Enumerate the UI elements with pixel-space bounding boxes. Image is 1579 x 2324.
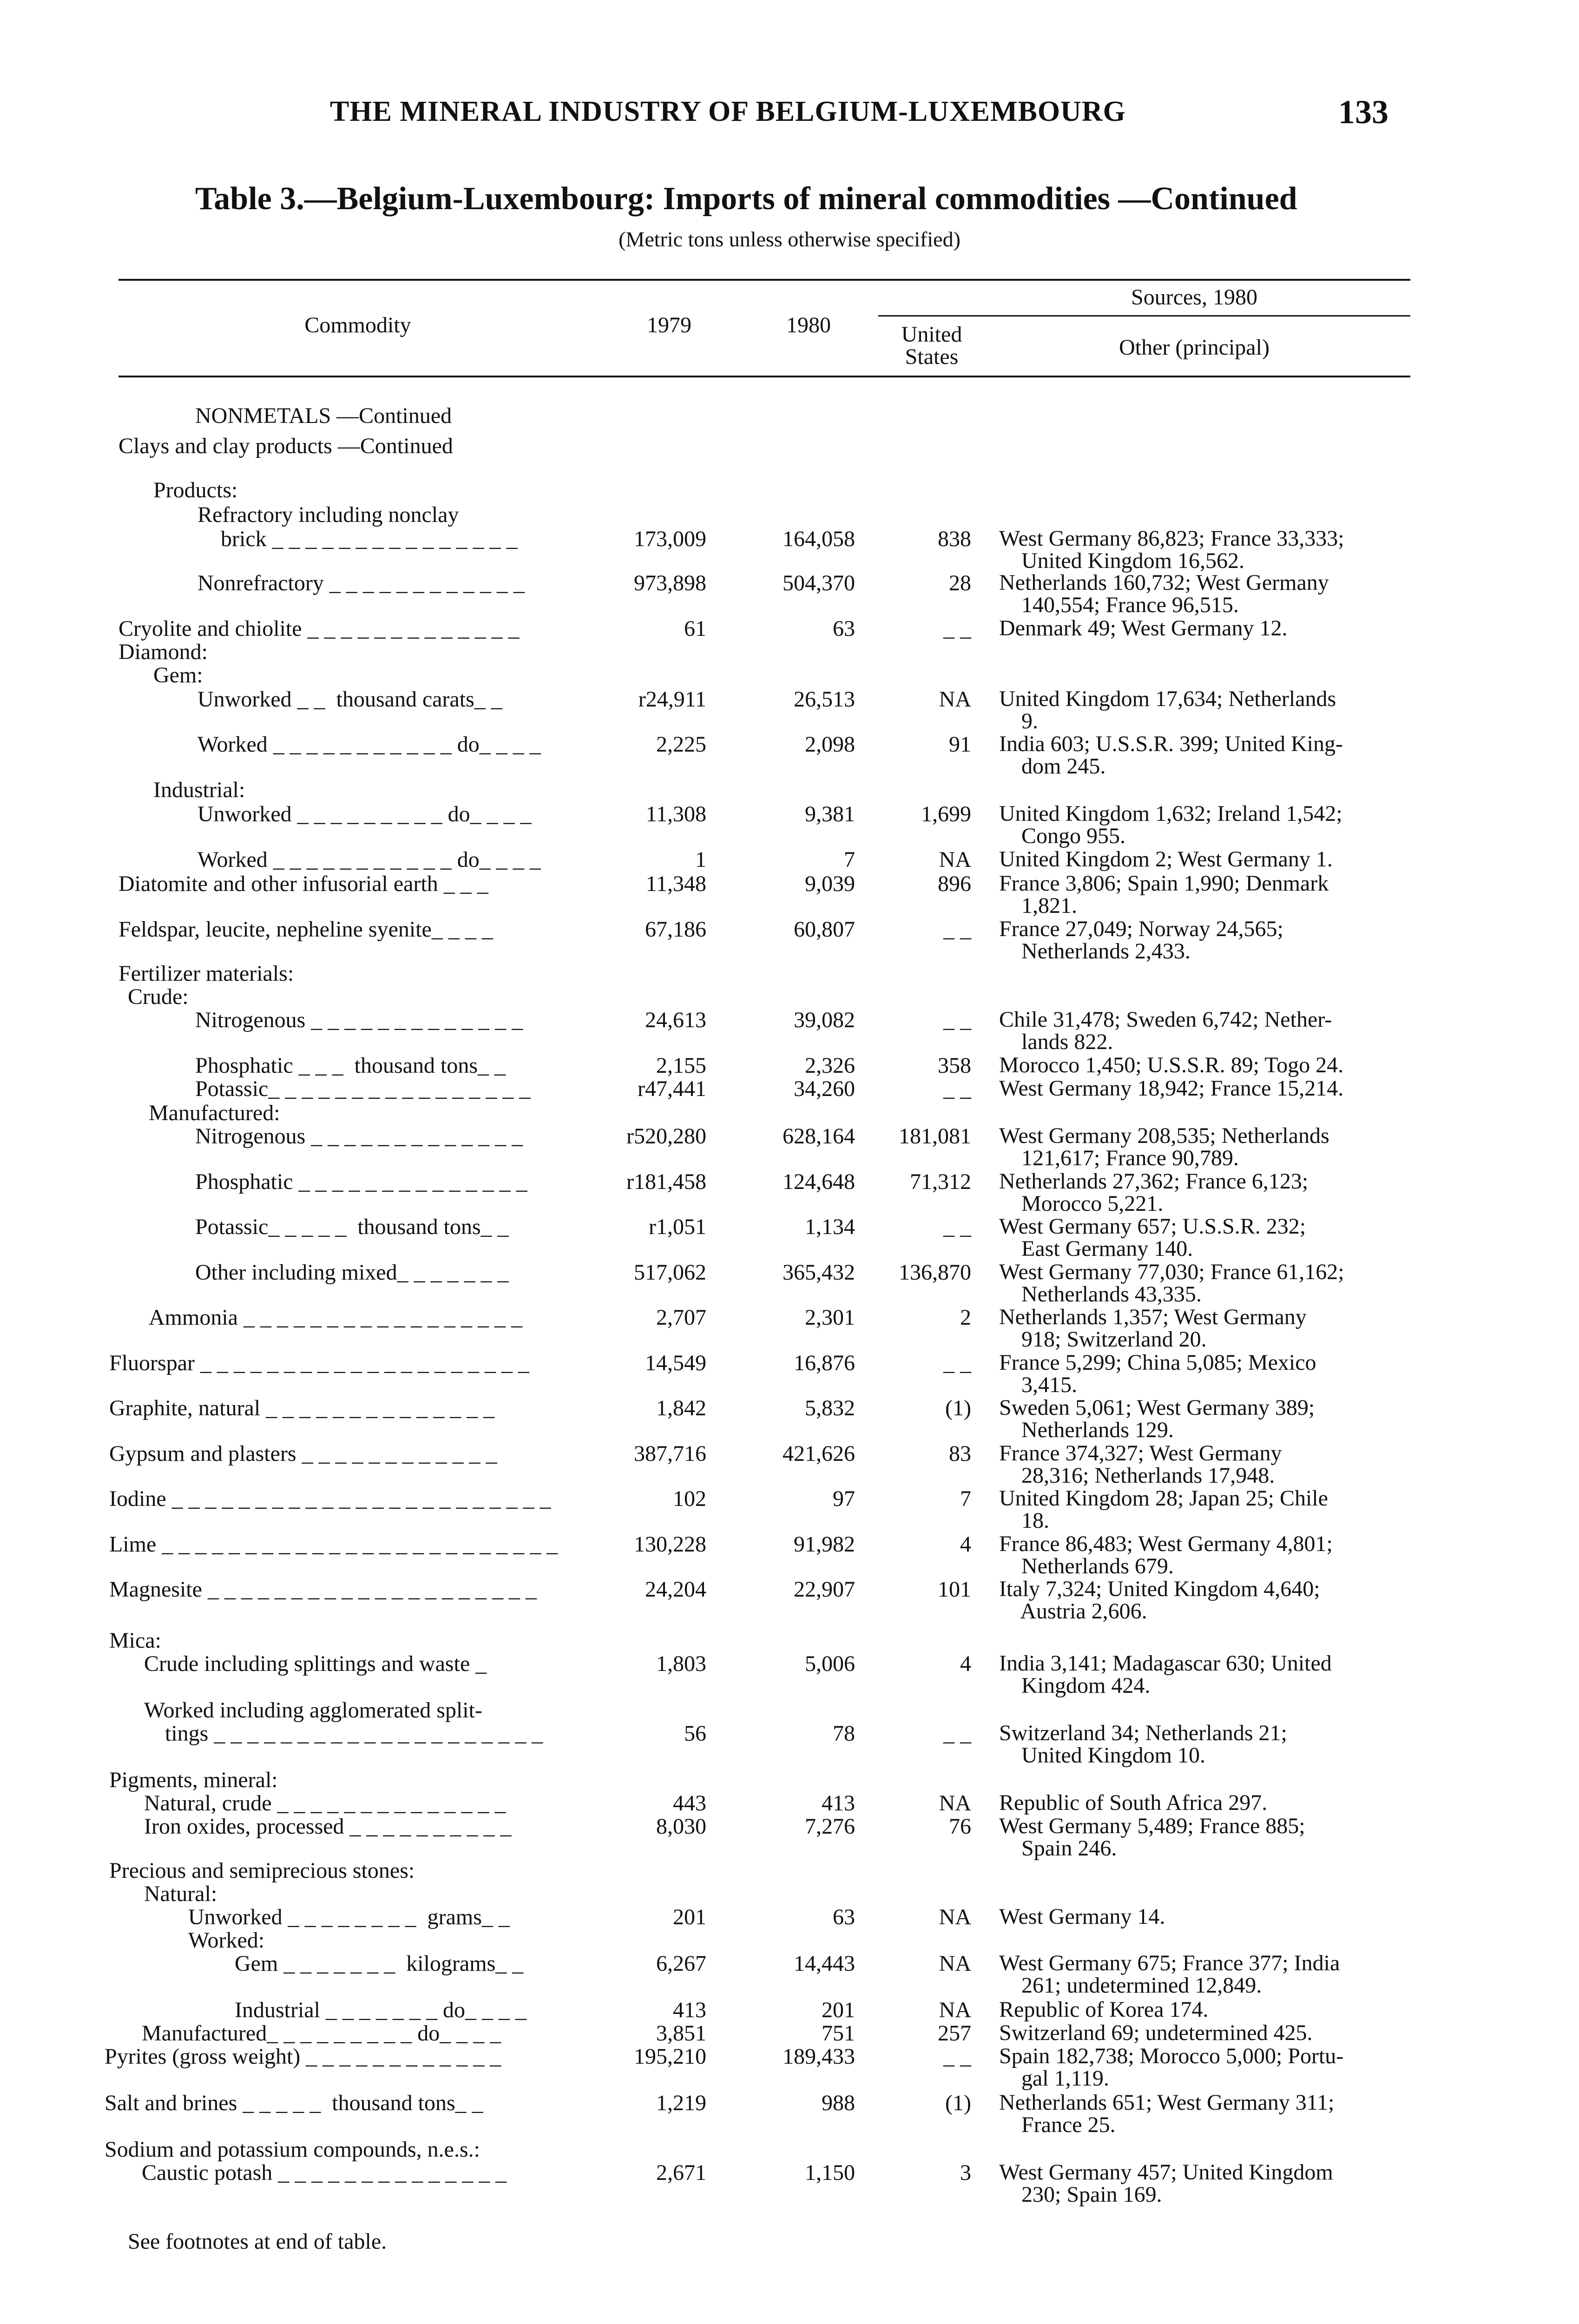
value-1979: 2,155 — [656, 1053, 706, 1078]
value-1979: 130,228 — [634, 1532, 706, 1557]
other-sources: United Kingdom 17,634; Netherlands 9. — [999, 687, 1336, 733]
value-1979: 173,009 — [634, 527, 706, 551]
row-label: Iodine _ _ _ _ _ _ _ _ _ _ _ _ _ _ _ _ _ _ _ _ _ _ _ — [109, 1486, 551, 1511]
row-label: Diatomite and other infusorial earth _ _ _ — [118, 872, 488, 896]
header-sources: Sources, 1980 — [1131, 285, 1257, 310]
value-united-states: 136,870 — [899, 1260, 971, 1285]
row-label: Other including mixed_ _ _ _ _ _ _ — [195, 1260, 509, 1285]
other-sources: Switzerland 34; Netherlands 21; United Kingdom 10. — [999, 1721, 1287, 1768]
row-label: Unworked _ _ thousand carats_ _ — [197, 687, 502, 712]
other-sources: West Germany 657; U.S.S.R. 232; East Germany 140. — [999, 1214, 1306, 1261]
other-sources: West Germany 14. — [999, 1904, 1165, 1929]
row-label: Refractory including nonclay — [197, 502, 459, 527]
value-united-states: 2 — [960, 1305, 971, 1330]
other-sources: West Germany 18,942; France 15,214. — [999, 1076, 1344, 1101]
header-commodity: Commodity — [304, 313, 411, 337]
value-1979: 11,348 — [645, 872, 706, 896]
row-label: tings _ _ _ _ _ _ _ _ _ _ _ _ _ _ _ _ _ _ _ _ — [165, 1721, 543, 1746]
value-united-states: 71,312 — [910, 1169, 971, 1194]
other-sources: Netherlands 1,357; West Germany 918; Switzerland 20. — [999, 1305, 1307, 1352]
value-1979: r47,441 — [638, 1076, 706, 1101]
value-1980: 365,432 — [783, 1260, 855, 1285]
row-label: Worked including agglomerated split- — [144, 1698, 482, 1723]
value-1980: 2,301 — [805, 1305, 855, 1330]
row-label: Diamond: — [118, 640, 208, 664]
value-united-states: 358 — [938, 1053, 971, 1078]
value-1979: 102 — [673, 1486, 706, 1511]
other-sources: France 86,483; West Germany 4,801; Netherlands 679. — [999, 1532, 1333, 1578]
value-1980: 91,982 — [794, 1532, 855, 1557]
other-sources: West Germany 5,489; France 885; Spain 246. — [999, 1814, 1305, 1861]
row-label: Crude including splittings and waste _ — [144, 1651, 487, 1676]
row-label: Graphite, natural _ _ _ _ _ _ _ _ _ _ _ _ _ _ — [109, 1396, 495, 1420]
header-1980: 1980 — [786, 313, 831, 337]
value-1980: 2,098 — [805, 732, 855, 757]
value-united-states: 257 — [938, 2021, 971, 2046]
value-1980: 421,626 — [783, 1441, 855, 1466]
other-sources: Spain 182,738; Morocco 5,000; Portu- gal 1,119. — [999, 2044, 1344, 2091]
header-united-states-line1: United — [901, 322, 962, 347]
value-united-states: 76 — [949, 1814, 971, 1839]
row-label: Industrial: — [153, 778, 245, 802]
header-top-rule — [118, 279, 1410, 281]
other-sources: Netherlands 651; West Germany 311; France 25. — [999, 2090, 1335, 2137]
value-1980: 1,150 — [805, 2160, 855, 2185]
value-united-states: NA — [939, 1951, 971, 1976]
value-1979: 973,898 — [634, 571, 706, 595]
row-label: Products: — [153, 478, 238, 502]
row-label: Worked _ _ _ _ _ _ _ _ _ _ _ do_ _ _ _ — [197, 732, 541, 757]
value-1979: r24,911 — [638, 687, 706, 712]
value-1980: 988 — [822, 2091, 855, 2115]
row-label: Fluorspar _ _ _ _ _ _ _ _ _ _ _ _ _ _ _ _ _ _ _ _ — [109, 1351, 529, 1375]
value-1980: 63 — [833, 1905, 855, 1929]
value-1979: 1,842 — [656, 1396, 706, 1420]
value-1979: 1 — [695, 847, 706, 872]
value-united-states: 4 — [960, 1532, 971, 1557]
header-other: Other (principal) — [1119, 335, 1270, 360]
value-1980: 124,648 — [783, 1169, 855, 1194]
row-label: Natural, crude _ _ _ _ _ _ _ _ _ _ _ _ _ _ — [144, 1791, 506, 1816]
value-1979: 195,210 — [634, 2044, 706, 2069]
value-1980: 164,058 — [783, 527, 855, 551]
value-1979: 24,613 — [645, 1008, 706, 1032]
value-1979: r181,458 — [626, 1169, 706, 1194]
value-1979: 201 — [673, 1905, 706, 1929]
value-1979: 14,549 — [645, 1351, 706, 1375]
value-1980: 7,276 — [805, 1814, 855, 1839]
value-1980: 60,807 — [794, 917, 855, 942]
value-united-states: 7 — [960, 1486, 971, 1511]
other-sources: France 3,806; Spain 1,990; Denmark 1,821. — [999, 871, 1329, 918]
row-label: Ammonia _ _ _ _ _ _ _ _ _ _ _ _ _ _ _ _ _ — [149, 1305, 522, 1330]
value-1980: 22,907 — [794, 1577, 855, 1602]
value-1980: 751 — [822, 2021, 855, 2046]
value-1980: 16,876 — [794, 1351, 855, 1375]
value-united-states: 101 — [938, 1577, 971, 1602]
row-label: Pigments, mineral: — [109, 1768, 278, 1792]
row-label: Phosphatic _ _ _ _ _ _ _ _ _ _ _ _ _ _ — [195, 1169, 527, 1194]
value-1979: 24,204 — [645, 1577, 706, 1602]
row-label: Mica: — [109, 1628, 161, 1653]
value-1980: 9,381 — [805, 802, 855, 826]
value-united-states: 3 — [960, 2160, 971, 2185]
value-1980: 504,370 — [783, 571, 855, 595]
other-sources: United Kingdom 28; Japan 25; Chile 18. — [999, 1486, 1328, 1533]
other-sources: India 603; U.S.S.R. 399; United King- dom 245. — [999, 732, 1343, 779]
other-sources: West Germany 208,535; Netherlands 121,617; France 90,789. — [999, 1123, 1329, 1170]
value-1980: 413 — [822, 1791, 855, 1816]
value-united-states: 838 — [938, 527, 971, 551]
value-1979: 2,225 — [656, 732, 706, 757]
header-1979: 1979 — [647, 313, 691, 337]
row-label: Lime _ _ _ _ _ _ _ _ _ _ _ _ _ _ _ _ _ _ _ _ _ _ _ _ — [109, 1532, 558, 1557]
other-sources: France 27,049; Norway 24,565; Netherlands 2,433. — [999, 917, 1283, 964]
value-1979: 1,219 — [656, 2091, 706, 2115]
value-united-states: 4 — [960, 1651, 971, 1676]
other-sources: Sweden 5,061; West Germany 389; Netherlands 129. — [999, 1395, 1315, 1442]
row-label: Nitrogenous _ _ _ _ _ _ _ _ _ _ _ _ _ — [195, 1124, 523, 1149]
value-1979: r520,280 — [626, 1124, 706, 1149]
value-1979: 2,671 — [656, 2160, 706, 2185]
other-sources: France 374,327; West Germany 28,316; Netherlands 17,948. — [999, 1441, 1282, 1488]
row-label: Iron oxides, processed _ _ _ _ _ _ _ _ _ _ — [144, 1814, 512, 1839]
value-1979: 1,803 — [656, 1651, 706, 1676]
value-1980: 39,082 — [794, 1008, 855, 1032]
value-1979: 2,707 — [656, 1305, 706, 1330]
table-title: Table 3.—Belgium-Luxembourg: Imports of mineral commodities —Continued — [195, 181, 1297, 217]
value-1979: 8,030 — [656, 1814, 706, 1839]
other-sources: West Germany 77,030; France 61,162; Netherlands 43,335. — [999, 1260, 1344, 1307]
value-1980: 201 — [822, 1998, 855, 2022]
value-1979: 3,851 — [656, 2021, 706, 2046]
value-united-states: _ _ — [943, 616, 971, 641]
value-united-states: NA — [939, 847, 971, 872]
row-label: Phosphatic _ _ _ thousand tons_ _ — [195, 1053, 506, 1078]
value-1979: 387,716 — [634, 1441, 706, 1466]
row-label: Worked _ _ _ _ _ _ _ _ _ _ _ do_ _ _ _ — [197, 847, 541, 872]
other-sources: West Germany 86,823; France 33,333; United Kingdom 16,562. — [999, 526, 1344, 573]
value-1980: 63 — [833, 616, 855, 641]
row-label: Natural: — [144, 1882, 217, 1906]
table-subtitle: (Metric tons unless otherwise specified) — [618, 227, 961, 251]
row-label: Manufactured_ _ _ _ _ _ _ _ _ do_ _ _ _ — [142, 2021, 501, 2046]
value-united-states: _ _ — [943, 1076, 971, 1101]
row-label: Salt and brines _ _ _ _ _ thousand tons_ _ — [105, 2091, 483, 2115]
page-number: 133 — [1338, 93, 1388, 131]
value-1979: 443 — [673, 1791, 706, 1816]
value-united-states: 91 — [949, 732, 971, 757]
value-1979: 61 — [684, 616, 706, 641]
row-label: Potassic_ _ _ _ _ thousand tons_ _ — [195, 1215, 509, 1239]
row-label: Cryolite and chiolite _ _ _ _ _ _ _ _ _ _ _ _ _ — [118, 616, 520, 641]
table-footnote: See footnotes at end of table. — [128, 2229, 387, 2254]
other-sources: India 3,141; Madagascar 630; United Kingdom 424. — [999, 1651, 1332, 1698]
row-label: Crude: — [128, 984, 189, 1009]
row-label: Clays and clay products —Continued — [118, 434, 453, 458]
other-sources: Netherlands 160,732; West Germany 140,554; France 96,515. — [999, 570, 1329, 617]
row-label: brick _ _ _ _ _ _ _ _ _ _ _ _ _ _ _ — [221, 527, 518, 551]
row-label: Pyrites (gross weight) _ _ _ _ _ _ _ _ _ _ _ _ — [105, 2044, 501, 2069]
value-1980: 5,832 — [805, 1396, 855, 1420]
value-1980: 2,326 — [805, 1053, 855, 1078]
value-united-states: _ _ — [943, 2044, 971, 2069]
value-united-states: _ _ — [943, 1215, 971, 1239]
other-sources: Chile 31,478; Sweden 6,742; Nether- lands 822. — [999, 1007, 1332, 1054]
other-sources: Republic of South Africa 297. — [999, 1790, 1268, 1815]
value-1979: r1,051 — [649, 1215, 706, 1239]
row-label: Potassic_ _ _ _ _ _ _ _ _ _ _ _ _ _ _ _ — [195, 1076, 531, 1101]
value-united-states: _ _ — [943, 1008, 971, 1032]
row-label: Nitrogenous _ _ _ _ _ _ _ _ _ _ _ _ _ — [195, 1008, 523, 1032]
other-sources: West Germany 675; France 377; India 261; undetermined 12,849. — [999, 1951, 1340, 1998]
row-label: Gem _ _ _ _ _ _ _ kilograms_ _ — [235, 1951, 524, 1976]
value-1979: 11,308 — [645, 802, 706, 826]
value-united-states: NA — [939, 1998, 971, 2022]
row-label: Gypsum and plasters _ _ _ _ _ _ _ _ _ _ _ _ — [109, 1441, 497, 1466]
running-head: THE MINERAL INDUSTRY OF BELGIUM-LUXEMBOURG — [330, 96, 1126, 127]
row-label: Unworked _ _ _ _ _ _ _ _ grams_ _ — [188, 1905, 510, 1929]
value-1979: 67,186 — [645, 917, 706, 942]
value-united-states: NA — [939, 1791, 971, 1816]
row-label: Feldspar, leucite, nepheline syenite_ _ _ _ — [118, 917, 493, 942]
value-1980: 78 — [833, 1721, 855, 1746]
other-sources: Italy 7,324; United Kingdom 4,640; Austria 2,606. — [999, 1577, 1320, 1624]
value-1979: 413 — [673, 1998, 706, 2022]
value-united-states: _ _ — [943, 1721, 971, 1746]
row-label: Worked: — [188, 1928, 265, 1953]
value-1980: 14,443 — [794, 1951, 855, 1976]
header-bottom-rule — [118, 376, 1410, 377]
value-1980: 26,513 — [794, 687, 855, 712]
row-label: Sodium and potassium compounds, n.e.s.: — [105, 2137, 480, 2162]
other-sources: Switzerland 69; undetermined 425. — [999, 2020, 1313, 2045]
value-1980: 5,006 — [805, 1651, 855, 1676]
other-sources: Republic of Korea 174. — [999, 1997, 1209, 2022]
value-1979: 6,267 — [656, 1951, 706, 1976]
value-united-states: 896 — [938, 872, 971, 896]
row-label: Industrial _ _ _ _ _ _ _ do_ _ _ _ — [235, 1998, 526, 2022]
value-united-states: 1,699 — [921, 802, 971, 826]
value-united-states: _ _ — [943, 1351, 971, 1375]
value-1980: 628,164 — [783, 1124, 855, 1149]
row-label: Precious and semiprecious stones: — [109, 1858, 415, 1883]
value-united-states: (1) — [945, 2091, 971, 2115]
value-1980: 34,260 — [794, 1076, 855, 1101]
value-united-states: 181,081 — [899, 1124, 971, 1149]
value-united-states: (1) — [945, 1396, 971, 1420]
other-sources: United Kingdom 2; West Germany 1. — [999, 847, 1333, 872]
other-sources: Denmark 49; West Germany 12. — [999, 616, 1288, 640]
value-united-states: 83 — [949, 1441, 971, 1466]
value-united-states: 28 — [949, 571, 971, 595]
header-united-states-line2: States — [905, 344, 959, 369]
value-1979: 517,062 — [634, 1260, 706, 1285]
row-label: Manufactured: — [149, 1101, 280, 1125]
sources-rule — [878, 315, 1410, 317]
other-sources: Morocco 1,450; U.S.S.R. 89; Togo 24. — [999, 1053, 1344, 1077]
other-sources: United Kingdom 1,632; Ireland 1,542; Congo 955. — [999, 801, 1342, 848]
value-1979: 56 — [684, 1721, 706, 1746]
value-1980: 9,039 — [805, 872, 855, 896]
row-label: NONMETALS —Continued — [195, 403, 452, 428]
value-united-states: NA — [939, 1905, 971, 1929]
row-label: Gem: — [153, 663, 203, 687]
row-label: Unworked _ _ _ _ _ _ _ _ _ do_ _ _ _ — [197, 802, 532, 826]
value-1980: 97 — [833, 1486, 855, 1511]
row-label: Nonrefractory _ _ _ _ _ _ _ _ _ _ _ _ — [197, 571, 525, 595]
value-1980: 189,433 — [783, 2044, 855, 2069]
row-label: Fertilizer materials: — [118, 961, 294, 986]
value-united-states: NA — [939, 687, 971, 712]
row-label: Magnesite _ _ _ _ _ _ _ _ _ _ _ _ _ _ _ _ _ _ _ _ — [109, 1577, 537, 1602]
other-sources: West Germany 457; United Kingdom 230; Spain 169. — [999, 2160, 1333, 2207]
value-united-states: _ _ — [943, 917, 971, 942]
row-label: Caustic potash _ _ _ _ _ _ _ _ _ _ _ _ _ _ — [142, 2160, 507, 2185]
other-sources: France 5,299; China 5,085; Mexico 3,415. — [999, 1350, 1316, 1397]
value-1980: 1,134 — [805, 1215, 855, 1239]
value-1980: 7 — [844, 847, 855, 872]
other-sources: Netherlands 27,362; France 6,123; Morocco 5,221. — [999, 1169, 1309, 1216]
